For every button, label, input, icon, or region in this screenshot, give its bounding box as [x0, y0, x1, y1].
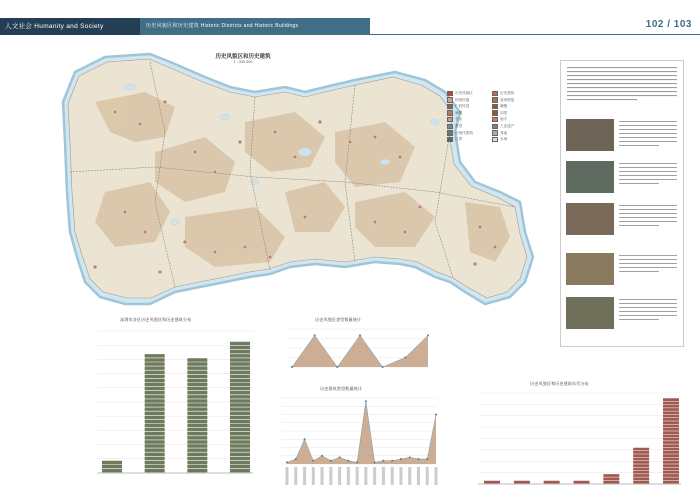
- header-rule: [370, 34, 700, 35]
- photo-1: [566, 119, 614, 151]
- bar: [603, 474, 619, 483]
- x-tick-label: [303, 467, 306, 485]
- legend-label: 水域: [500, 137, 508, 142]
- legend-swatch: [492, 104, 498, 109]
- legend-item: [492, 103, 537, 110]
- bar: [574, 481, 590, 484]
- chart1-title: 深圳市各区历史风貌区和历史建筑分布: [120, 317, 192, 322]
- data-point: [382, 460, 384, 462]
- legend-swatch: [492, 97, 498, 102]
- legend-swatch: [492, 91, 498, 96]
- x-tick-label: [435, 467, 438, 485]
- x-tick-label: [408, 467, 411, 485]
- legend-item: [492, 90, 537, 97]
- legend-label: 书室: [455, 117, 463, 122]
- legend-label: 区界: [455, 137, 463, 142]
- data-point: [286, 461, 288, 463]
- legend-label: 教堂: [455, 123, 463, 128]
- data-point: [356, 461, 358, 463]
- legend-label: 客家围屋: [500, 97, 515, 102]
- legend-swatch: [447, 97, 453, 102]
- photo-3: [566, 203, 614, 235]
- legend-label: 近现代建筑: [455, 130, 473, 135]
- data-point: [359, 334, 361, 336]
- district-map: [55, 42, 535, 317]
- photo-4: [566, 253, 614, 285]
- legend-item: [447, 103, 492, 110]
- bar: [663, 398, 679, 483]
- chart-district-types: [283, 323, 433, 373]
- legend-item: [447, 110, 492, 117]
- data-point: [382, 366, 384, 368]
- data-point: [404, 357, 406, 359]
- chart2-title: 历史风貌区类型数量统计: [315, 317, 362, 322]
- legend-label: 碉楼: [500, 104, 508, 109]
- data-point: [339, 456, 341, 458]
- legend-swatch: [447, 104, 453, 109]
- legend-label: 传统村落: [455, 97, 470, 102]
- x-tick-label: [294, 467, 297, 485]
- x-tick-label: [347, 467, 350, 485]
- legend-item: [447, 90, 492, 97]
- legend-item: [492, 130, 537, 137]
- chart3-title: 历史建筑类型数量统计: [320, 386, 362, 391]
- x-tick-label: [399, 467, 402, 485]
- x-tick-label: [417, 467, 420, 485]
- data-point: [304, 438, 306, 440]
- legend-label: 历史建筑: [500, 91, 515, 95]
- sidebar-captions: [619, 119, 679, 334]
- legend-swatch: [447, 91, 453, 96]
- x-tick-label: [364, 467, 367, 485]
- legend-swatch: [492, 117, 498, 122]
- chart-era-distribution: [470, 387, 685, 492]
- data-point: [427, 334, 429, 336]
- data-point: [312, 460, 314, 462]
- legend-swatch: [447, 117, 453, 122]
- bar: [544, 481, 560, 484]
- legend-label: 广府民居: [455, 104, 470, 109]
- subsection-title: 历史风貌区和历史建筑 Historic Districts and Historic Buildings: [146, 23, 299, 29]
- chart-building-types: [278, 392, 441, 492]
- chart-district-distribution: [85, 323, 255, 491]
- legend-label: 骑楼: [455, 110, 463, 115]
- legend-label: 庙宇: [500, 117, 508, 122]
- data-point: [291, 366, 293, 368]
- legend-swatch: [447, 110, 453, 115]
- data-point: [426, 458, 428, 460]
- x-tick-label: [312, 467, 315, 485]
- legend-item: [492, 136, 537, 143]
- bar: [484, 481, 500, 484]
- x-tick-label: [286, 467, 289, 485]
- data-point: [409, 456, 411, 458]
- legend-item: [447, 116, 492, 123]
- legend-label: 工业遗产: [500, 123, 515, 128]
- legend-item: [447, 97, 492, 104]
- legend-item: [447, 130, 492, 137]
- legend-swatch: [492, 130, 498, 135]
- bar: [145, 354, 165, 472]
- data-point: [374, 461, 376, 463]
- x-tick-label: [329, 467, 332, 485]
- x-tick-label: [373, 467, 376, 485]
- legend-swatch: [492, 110, 498, 115]
- legend-swatch: [447, 124, 453, 129]
- data-point: [295, 458, 297, 460]
- legend-swatch: [447, 137, 453, 142]
- data-point: [321, 455, 323, 457]
- photo-2: [566, 161, 614, 193]
- data-point: [347, 460, 349, 462]
- data-point: [365, 400, 367, 402]
- bar: [230, 342, 250, 473]
- legend-label: 祠堂: [500, 110, 508, 115]
- map-legend: [447, 90, 537, 143]
- x-tick-label: [382, 467, 385, 485]
- bar: [633, 448, 649, 484]
- legend-item: [492, 110, 537, 117]
- data-point: [435, 414, 437, 416]
- map-title: 历史风貌区和历史建筑: [215, 54, 271, 60]
- map-title-block: [203, 52, 283, 64]
- data-point: [314, 334, 316, 336]
- legend-swatch: [492, 124, 498, 129]
- map-scale: 1 : 330 000: [233, 60, 253, 64]
- data-point: [336, 366, 338, 368]
- data-point: [400, 458, 402, 460]
- data-point: [330, 460, 332, 462]
- legend-label: 其他: [500, 130, 508, 135]
- x-tick-label: [321, 467, 324, 485]
- x-tick-label: [338, 467, 341, 485]
- legend-item: [492, 123, 537, 130]
- data-point: [391, 460, 393, 462]
- legend-item: [447, 123, 492, 130]
- x-tick-label: [356, 467, 359, 485]
- bar: [187, 358, 207, 472]
- sidebar-panel: [560, 60, 684, 347]
- chart4-title: 历史风貌区和历史建筑年代分布: [530, 381, 589, 386]
- bar: [514, 481, 530, 484]
- header-section-bar: [0, 18, 140, 35]
- data-point: [417, 458, 419, 460]
- legend-swatch: [447, 130, 453, 135]
- page-number: 102 / 103: [645, 19, 692, 30]
- header-subsection-bar: [140, 18, 370, 35]
- legend-label: 历史风貌区: [455, 91, 473, 95]
- x-tick-label: [391, 467, 394, 485]
- legend-swatch: [492, 137, 498, 142]
- photo-5: [566, 297, 614, 329]
- bar: [102, 461, 122, 473]
- x-tick-label: [426, 467, 429, 485]
- legend-item: [492, 97, 537, 104]
- legend-item: [447, 136, 492, 143]
- section-title: 人文社会 Humanity and Society: [5, 23, 104, 30]
- legend-item: [492, 116, 537, 123]
- series-area: [292, 335, 428, 367]
